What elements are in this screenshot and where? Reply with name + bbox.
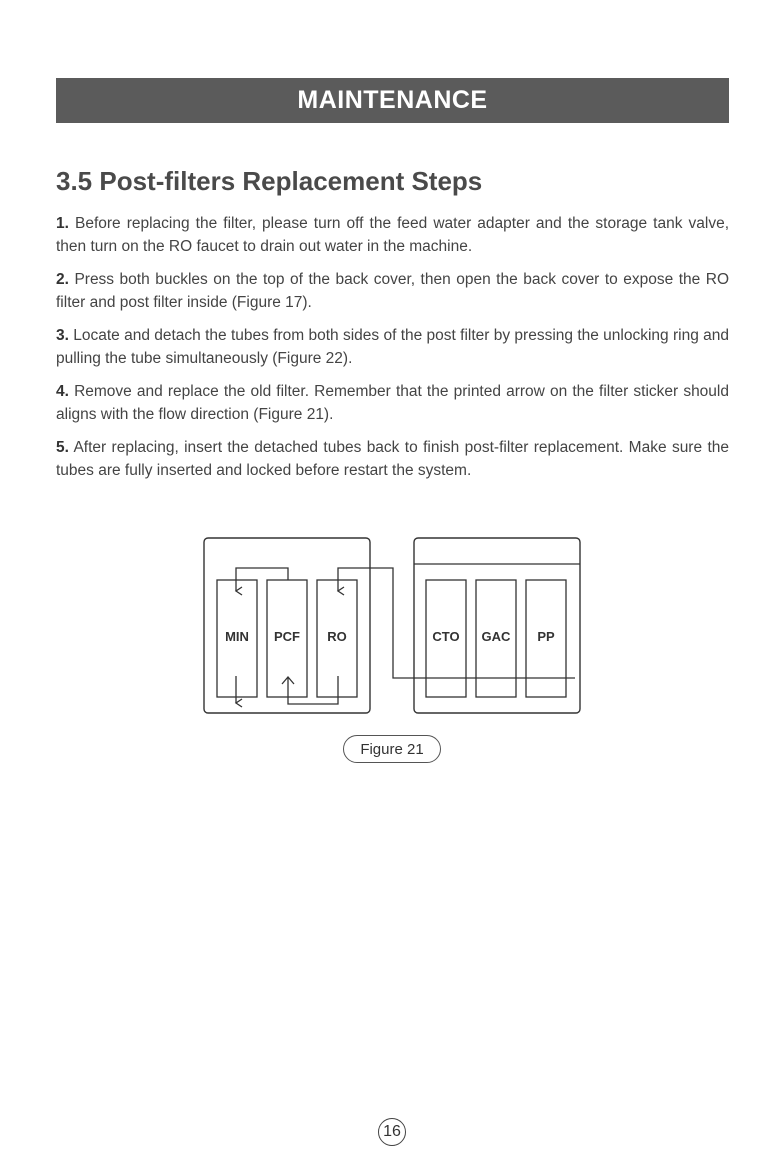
step-number: 5.: [56, 439, 69, 456]
filter-label-gac: GAC: [481, 629, 511, 644]
step-text: Press both buckles on the top of the back cover, then open the back cover to expose the RO filter and post filter inside (Figure 17).: [56, 271, 729, 311]
step-number: 1.: [56, 215, 69, 232]
page-number: 16: [378, 1118, 406, 1146]
filter-label-pp: PP: [537, 629, 555, 644]
filter-diagram: [200, 534, 585, 720]
step-number: 3.: [56, 327, 69, 344]
step-5: [56, 436, 729, 482]
step-text: After replacing, insert the detached tubes back to finish post-filter replacement. Make sure the tubes are fully inserted and locked before restart the system.: [56, 439, 730, 479]
steps-list: [56, 212, 729, 492]
step-number: 4.: [56, 383, 69, 400]
step-2: [56, 268, 729, 314]
step-1: [56, 212, 729, 258]
filter-label-pcf: PCF: [274, 629, 300, 644]
step-4: [56, 380, 729, 426]
step-text: Before replacing the filter, please turn off the feed water adapter and the storage tank valve, then turn on the RO faucet to drain out water in the machine.: [56, 215, 729, 255]
step-number: 2.: [56, 271, 69, 288]
section-title: 3.5 Post-filters Replacement Steps: [56, 166, 483, 196]
step-text: Locate and detach the tubes from both sides of the post filter by pressing the unlocking ring and pulling the tube simultaneously (Figure 22).: [56, 327, 729, 367]
filter-label-ro: RO: [327, 629, 347, 644]
figure-caption: Figure 21: [343, 735, 441, 763]
filter-label-cto: CTO: [432, 629, 460, 644]
step-3: [56, 324, 729, 370]
filter-label-min: MIN: [225, 629, 249, 644]
step-text: Remove and replace the old filter. Remember that the printed arrow on the filter sticker should aligns with the flow direction (Figure 21).: [56, 383, 729, 423]
section-banner: MAINTENANCE: [56, 78, 729, 123]
